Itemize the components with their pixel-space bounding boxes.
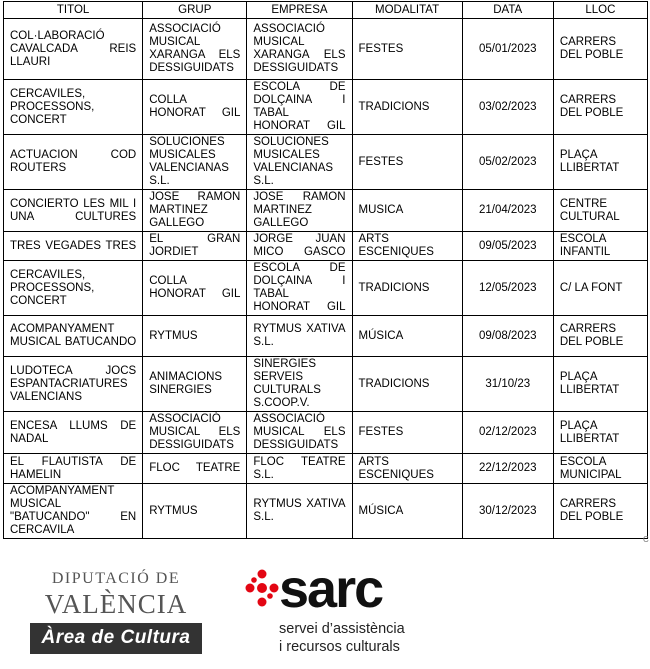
- cell-titol: ACOMPANYAMENT MUSICAL "BATUCANDO" EN CERCAVILA: [4, 484, 143, 539]
- cell-grup: FLOC TEATRE: [143, 454, 247, 484]
- cell-lloc: ESCOLA INFANTIL: [553, 232, 647, 261]
- cell-lloc: PLAÇA LLIBERTAT: [553, 412, 647, 454]
- table-row: [4, 357, 648, 412]
- cell-empresa: RYTMUS XATIVA S.L.: [247, 484, 352, 539]
- cell-titol: COL·LABORACIÓ CAVALCADA REIS LLAURI: [4, 19, 143, 80]
- cell-titol: CERCAVILES, PROCESSONS, CONCERT: [4, 261, 143, 316]
- header-modalitat: MODALITAT: [352, 2, 462, 19]
- cell-empresa: SINERGIES SERVEIS CULTURALS S.COOP.V.: [247, 357, 352, 412]
- table-row: [4, 412, 648, 454]
- cell-data: 21/04/2023: [462, 190, 553, 232]
- diputacio-logo: [30, 567, 202, 656]
- sarc-logo-line2: i recursos culturals: [279, 639, 400, 655]
- table-header-row: [4, 2, 648, 19]
- sarc-logo-line1: servei d’assistència: [279, 621, 405, 637]
- cell-data: 31/10/23: [462, 357, 553, 412]
- cell-empresa: JORGE JUAN MICO GASCO: [247, 232, 352, 261]
- table-row: [4, 135, 648, 190]
- cell-empresa: ESCOLA DE DOLÇAINA I TABAL HONORAT GIL: [247, 80, 352, 135]
- cell-titol: EL FLAUTISTA DE HAMELIN: [4, 454, 143, 484]
- table-body: [4, 19, 648, 539]
- activities-table: [3, 1, 648, 539]
- diputacio-logo-line2: VALÈNCIA: [44, 589, 188, 619]
- cell-lloc: CARRERS DEL POBLE: [553, 80, 647, 135]
- cell-lloc: C/ LA FONT: [553, 261, 647, 316]
- cell-titol: CERCAVILES, PROCESSONS, CONCERT: [4, 80, 143, 135]
- header-data: DATA: [462, 2, 553, 19]
- cell-lloc: PLAÇA LLIBERTAT: [553, 357, 647, 412]
- cell-modalitat: ARTS ESCENIQUES: [352, 454, 462, 484]
- table-row: [4, 454, 648, 484]
- cell-lloc: CENTRE CULTURAL: [553, 190, 647, 232]
- cell-modalitat: ARTS ESCENIQUES: [352, 232, 462, 261]
- sarc-cross-icon: [245, 568, 279, 608]
- cell-grup: ASSOCIACIÓ MUSICAL ELS DESSIGUIDATS: [143, 412, 247, 454]
- cell-empresa: SOLUCIONES MUSICALES VALENCIANAS S.L.: [247, 135, 352, 190]
- cell-data: 02/12/2023: [462, 412, 553, 454]
- cell-titol: CONCIERTO LES MIL I UNA CULTURES: [4, 190, 143, 232]
- cell-lloc: CARRERS DEL POBLE: [553, 19, 647, 80]
- cell-titol: ENCESA LLUMS DE NADAL: [4, 412, 143, 454]
- header-titol: TITOL: [4, 2, 143, 19]
- cell-empresa: FLOC TEATRE S.L.: [247, 454, 352, 484]
- cell-lloc: ESCOLA MUNICIPAL: [553, 454, 647, 484]
- cell-modalitat: MÚSICA: [352, 316, 462, 357]
- cell-grup: ASSOCIACIÓ MUSICAL XARANGA ELS DESSIGUIDATS: [143, 19, 247, 80]
- cell-modalitat: FESTES: [352, 135, 462, 190]
- table-row: [4, 80, 648, 135]
- cell-grup: COLLA HONORAT GIL: [143, 261, 247, 316]
- cell-modalitat: TRADICIONS: [352, 261, 462, 316]
- header-empresa: EMPRESA: [247, 2, 352, 19]
- diputacio-logo-line3: Àrea de Cultura: [41, 627, 191, 648]
- cell-grup: RYTMUS: [143, 316, 247, 357]
- cell-lloc: CARRERS DEL POBLE: [553, 484, 647, 539]
- cell-titol: ACTUACION COD ROUTERS: [4, 135, 143, 190]
- cell-empresa: ASSOCIACIÓ MUSICAL XARANGA ELS DESSIGUIDATS: [247, 19, 352, 80]
- sarc-logo-word: sarc: [279, 559, 383, 619]
- cell-data: 05/02/2023: [462, 135, 553, 190]
- cell-data: 09/05/2023: [462, 232, 553, 261]
- cell-modalitat: TRADICIONS: [352, 80, 462, 135]
- cell-data: 05/01/2023: [462, 19, 553, 80]
- sarc-logo: [245, 559, 415, 662]
- cell-data: 03/02/2023: [462, 80, 553, 135]
- cell-grup: RYTMUS: [143, 484, 247, 539]
- cell-data: 12/05/2023: [462, 261, 553, 316]
- cell-lloc: PLAÇA LLIBERTAT: [553, 135, 647, 190]
- table-row: [4, 19, 648, 80]
- cell-lloc: CARRERS DEL POBLE: [553, 316, 647, 357]
- cell-grup: EL GRAN JORDIET: [143, 232, 247, 261]
- cell-modalitat: TRADICIONS: [352, 357, 462, 412]
- diputacio-logo-line1: DIPUTACIÓ DE: [51, 570, 181, 587]
- table-row: [4, 484, 648, 539]
- table-row: [4, 316, 648, 357]
- cell-grup: ANIMACIONS SINERGIES: [143, 357, 247, 412]
- cell-empresa: RYTMUS XATIVA S.L.: [247, 316, 352, 357]
- cell-modalitat: MÚSICA: [352, 484, 462, 539]
- table-row: [4, 190, 648, 232]
- header-grup: GRUP: [143, 2, 247, 19]
- cell-grup: JOSE RAMON MARTINEZ GALLEGO: [143, 190, 247, 232]
- header-lloc: LLOC: [553, 2, 647, 19]
- cell-empresa: ASSOCIACIÓ MUSICAL ELS DESSIGUIDATS: [247, 412, 352, 454]
- table-row: [4, 261, 648, 316]
- cell-modalitat: MUSICA: [352, 190, 462, 232]
- cell-data: 30/12/2023: [462, 484, 553, 539]
- cell-grup: COLLA HONORAT GIL: [143, 80, 247, 135]
- cell-modalitat: FESTES: [352, 412, 462, 454]
- cell-empresa: ESCOLA DE DOLÇAINA I TABAL HONORAT GIL: [247, 261, 352, 316]
- cell-titol: TRES VEGADES TRES: [4, 232, 143, 261]
- table-row: [4, 232, 648, 261]
- corner-mark: C: [643, 535, 649, 544]
- cell-modalitat: FESTES: [352, 19, 462, 80]
- cell-titol: ACOMPANYAMENT MUSICAL BATUCANDO: [4, 316, 143, 357]
- cell-data: 22/12/2023: [462, 454, 553, 484]
- cell-data: 09/08/2023: [462, 316, 553, 357]
- cell-empresa: JOSE RAMON MARTINEZ GALLEGO: [247, 190, 352, 232]
- cell-titol: LUDOTECA JOCS ESPANTACRIATURES VALENCIANS: [4, 357, 143, 412]
- cell-grup: SOLUCIONES MUSICALES VALENCIANAS S.L.: [143, 135, 247, 190]
